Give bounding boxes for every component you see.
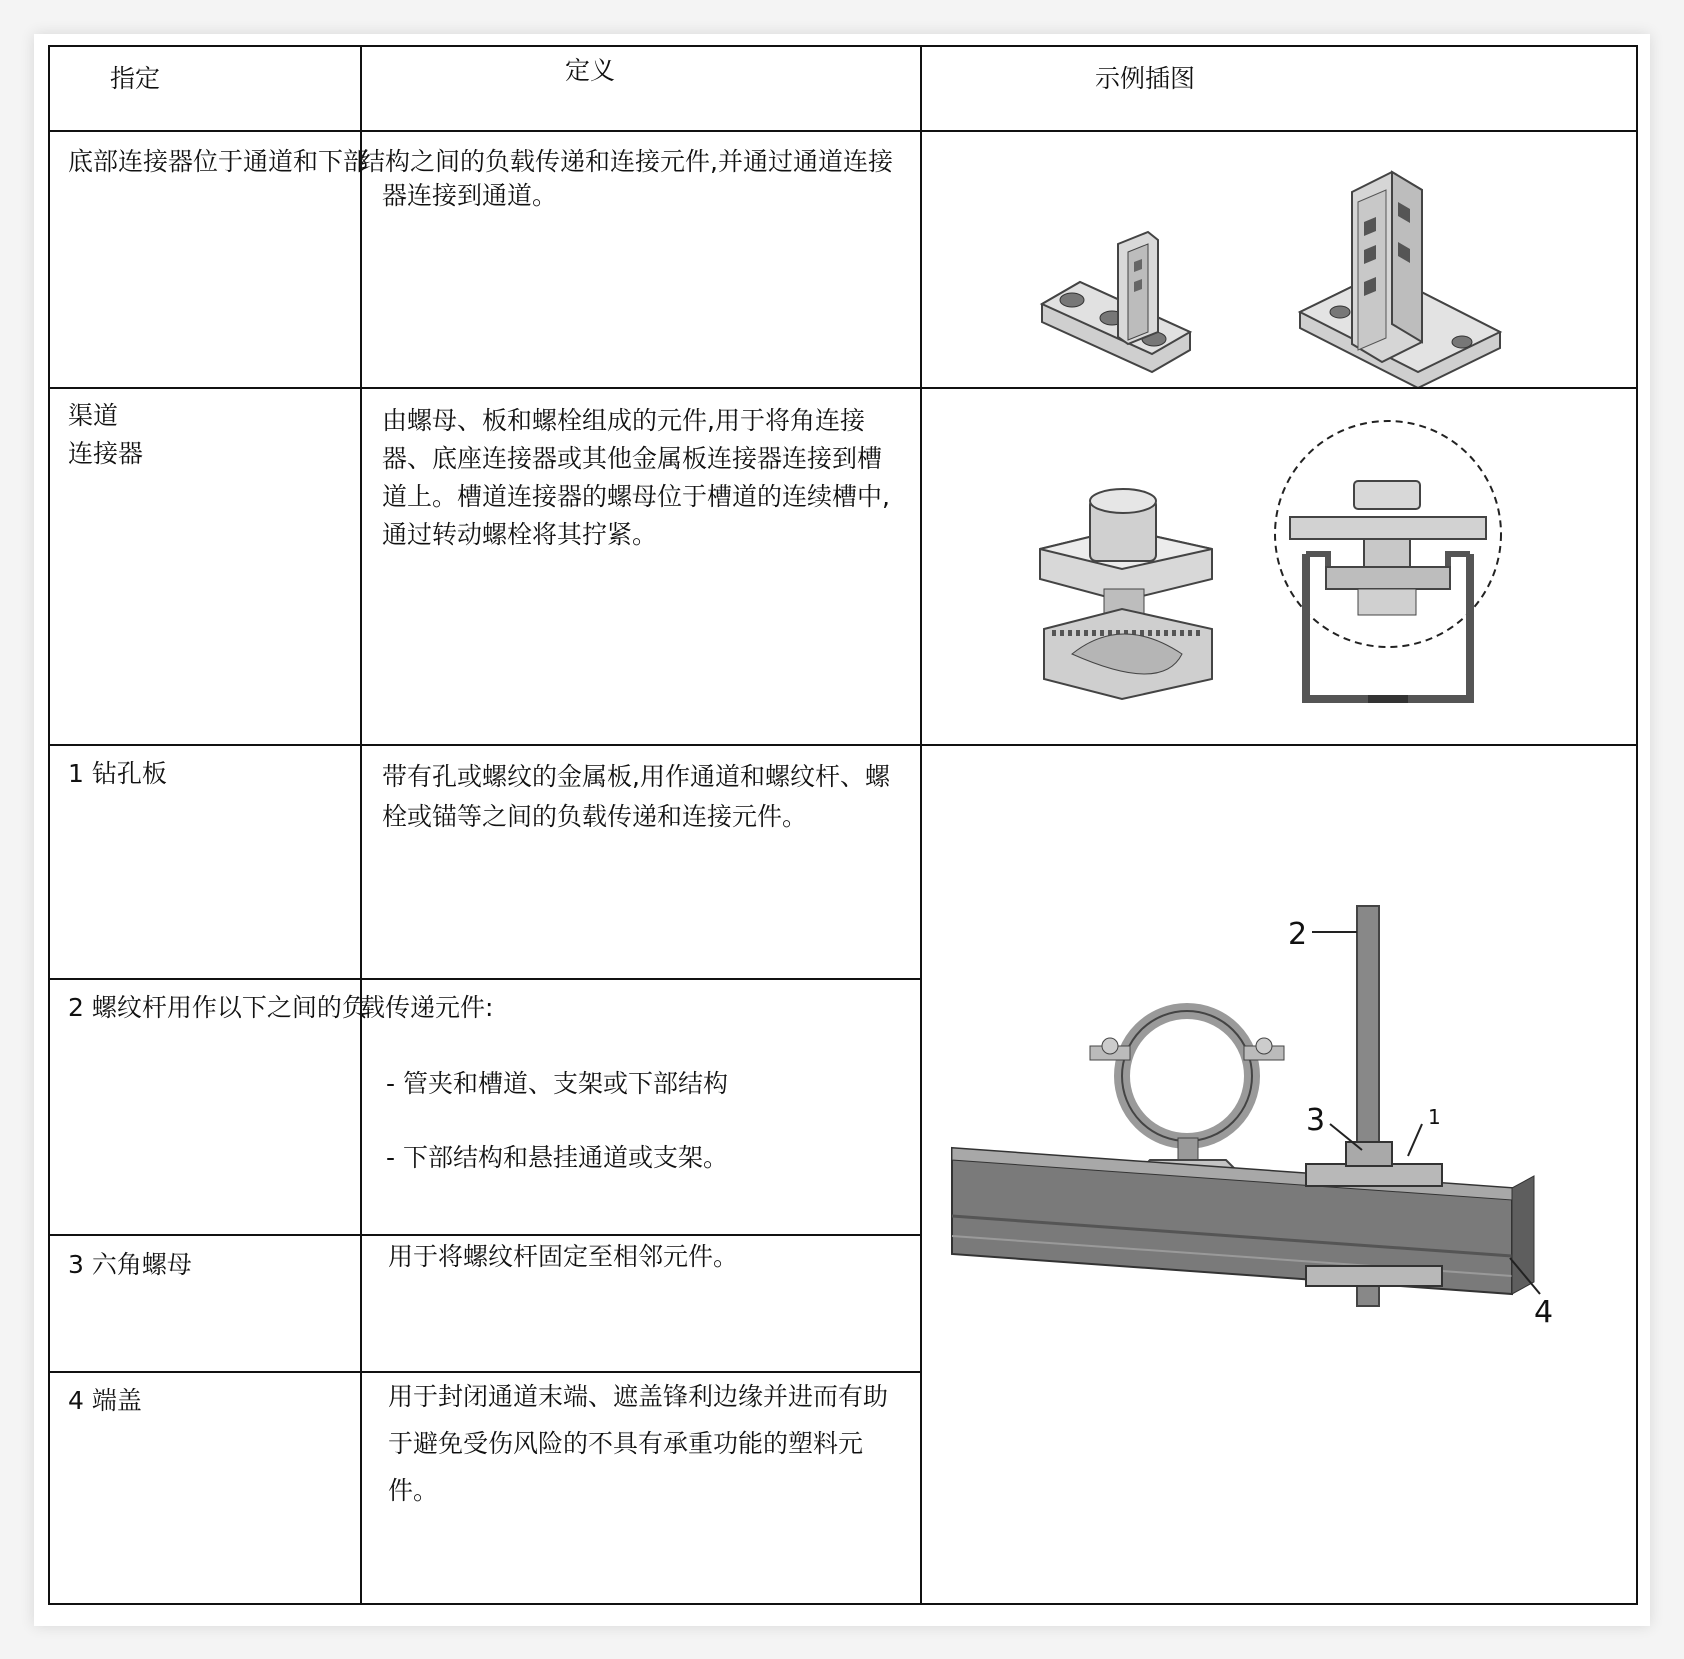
base-connector-definition-line2: 器连接到通道。 [382,181,558,210]
hex-nut-term: 3 六角螺母 [68,1250,192,1279]
callout-1: 1 [1428,1105,1441,1129]
header-definition: 定义 [565,56,616,85]
threaded-rod-item-2: - 下部结构和悬挂通道或支架。 [386,1143,728,1172]
base-connector-illustration [922,132,1636,387]
row-divider-3 [48,978,922,980]
channel-connector-term-line2: 连接器 [68,439,144,468]
channel-connector-section-drawing [1275,421,1501,699]
channel-connector-definition: 由螺母、板和螺栓组成的元件,用于将角连接器、底座连接器或其他金属板连接器连接到槽道上。槽道连接器的螺母位于槽道的连续槽中,通过转动螺栓将其拧紧。 [382,406,890,549]
definitions-table [48,45,1638,1605]
pipe-clamp-drawing [1090,1011,1284,1176]
channel-drawing [952,1148,1534,1294]
threaded-rod-term-cont: 载传递元件: [360,993,494,1022]
drilled-plate-definition: 带有孔或螺纹的金属板,用作通道和螺纹杆、螺栓或锚等之间的负载传递和连接元件。 [382,762,890,831]
table-border-bottom [48,1603,1638,1605]
channel-connector-3d-drawing [1040,489,1212,699]
header-designation: 指定 [110,64,161,93]
base-connector-term-line2: 结构之间的负载传递和连接元件,并通过通道连接 [360,147,893,176]
callout-3: 3 [1306,1103,1326,1138]
channel-connector-term-line1: 渠道 [68,401,119,430]
table-border-top [48,45,1638,47]
callout-2: 2 [1288,917,1308,952]
end-cap-term: 4 端盖 [68,1386,142,1415]
callout-4: 4 [1534,1295,1554,1330]
large-base-connector-drawing [1300,172,1500,387]
drilled-plate-term: 1 钻孔板 [68,759,167,788]
hex-nut-definition: 用于将螺纹杆固定至相邻元件。 [388,1242,739,1271]
table-border-right [1636,45,1638,1605]
end-cap-definition: 用于封闭通道末端、遮盖锋利边缘并进而有助于避免受伤风险的不具有承重功能的塑料元件。 [388,1382,889,1505]
header-illustration: 示例插图 [1095,64,1196,93]
channel-assembly-illustration [922,746,1636,1603]
threaded-rod-term: 2 螺纹杆用作以下之间的负 [68,993,367,1022]
channel-connector-illustration [922,389,1636,744]
small-base-connector-drawing [1042,232,1190,372]
base-connector-term-line1: 底部连接器位于通道和下部 [68,147,369,176]
row-divider-4 [48,1234,922,1236]
threaded-rod-item-1: - 管夹和槽道、支架或下部结构 [386,1069,728,1098]
document-sheet [34,34,1650,1626]
